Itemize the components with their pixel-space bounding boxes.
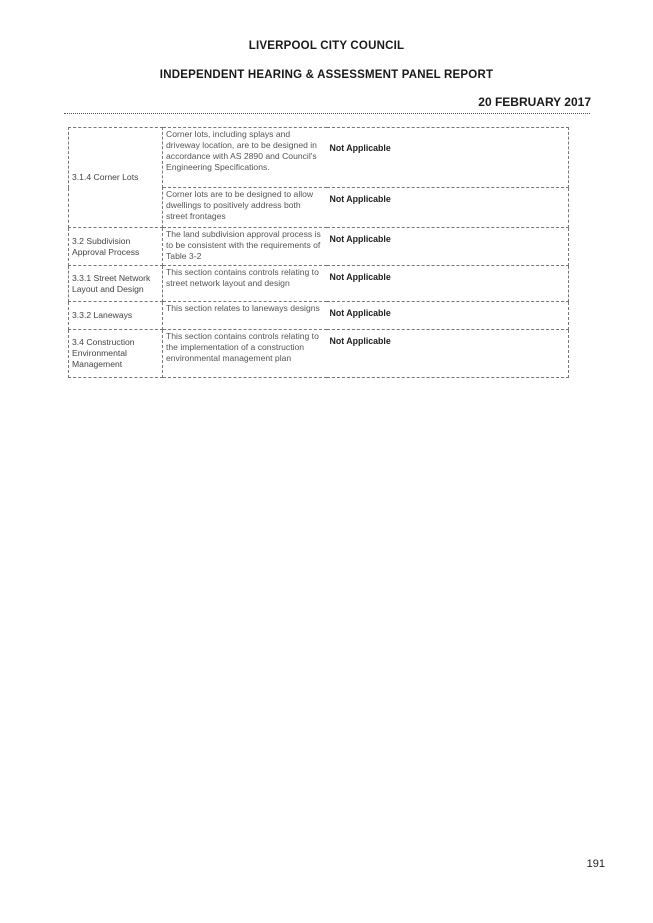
clause-cell: 3.4 Construction Environmental Management	[69, 330, 163, 378]
table-row	[69, 266, 569, 302]
header-divider	[64, 113, 590, 114]
report-title: INDEPENDENT HEARING & ASSESSMENT PANEL REPORT	[159, 69, 494, 81]
report-date: 20 FEBRUARY 2017	[478, 95, 591, 109]
clause-cell: 3.1.4 Corner Lots	[69, 128, 163, 228]
table-row	[69, 128, 569, 188]
organisation-heading: LIVERPOOL CITY COUNCIL	[248, 40, 405, 52]
status-cell: Not Applicable	[327, 330, 569, 378]
description-cell: This section contains controls relating to the implementation of a construction environmental management plan	[163, 330, 327, 378]
clause-cell: 3.3.2 Laneways	[69, 302, 163, 330]
page-number: 191	[586, 858, 605, 870]
description-cell: This section relates to laneways designs	[163, 302, 327, 330]
clause-cell: 3.3.1 Street Network Layout and Design	[69, 266, 163, 302]
status-cell: Not Applicable	[327, 128, 569, 188]
table-row	[69, 228, 569, 266]
description-cell: This section contains controls relating to street network layout and design	[163, 266, 327, 302]
description-cell: The land subdivision approval process is to be consistent with the requirements of Table 3-2	[163, 228, 327, 266]
table-row	[69, 302, 569, 330]
status-cell: Not Applicable	[327, 302, 569, 330]
status-cell: Not Applicable	[327, 188, 569, 228]
table-row	[69, 330, 569, 378]
description-cell: Corner lots, including splays and driveway location, are to be designed in accordance with AS 2890 and Council's Engineering Specifications.	[163, 128, 327, 188]
compliance-table	[68, 127, 569, 378]
status-cell: Not Applicable	[327, 228, 569, 266]
clause-cell: 3.2 Subdivision Approval Process	[69, 228, 163, 266]
description-cell: Corner lots are to be designed to allow dwellings to positively address both street frontages	[163, 188, 327, 228]
status-cell: Not Applicable	[327, 266, 569, 302]
